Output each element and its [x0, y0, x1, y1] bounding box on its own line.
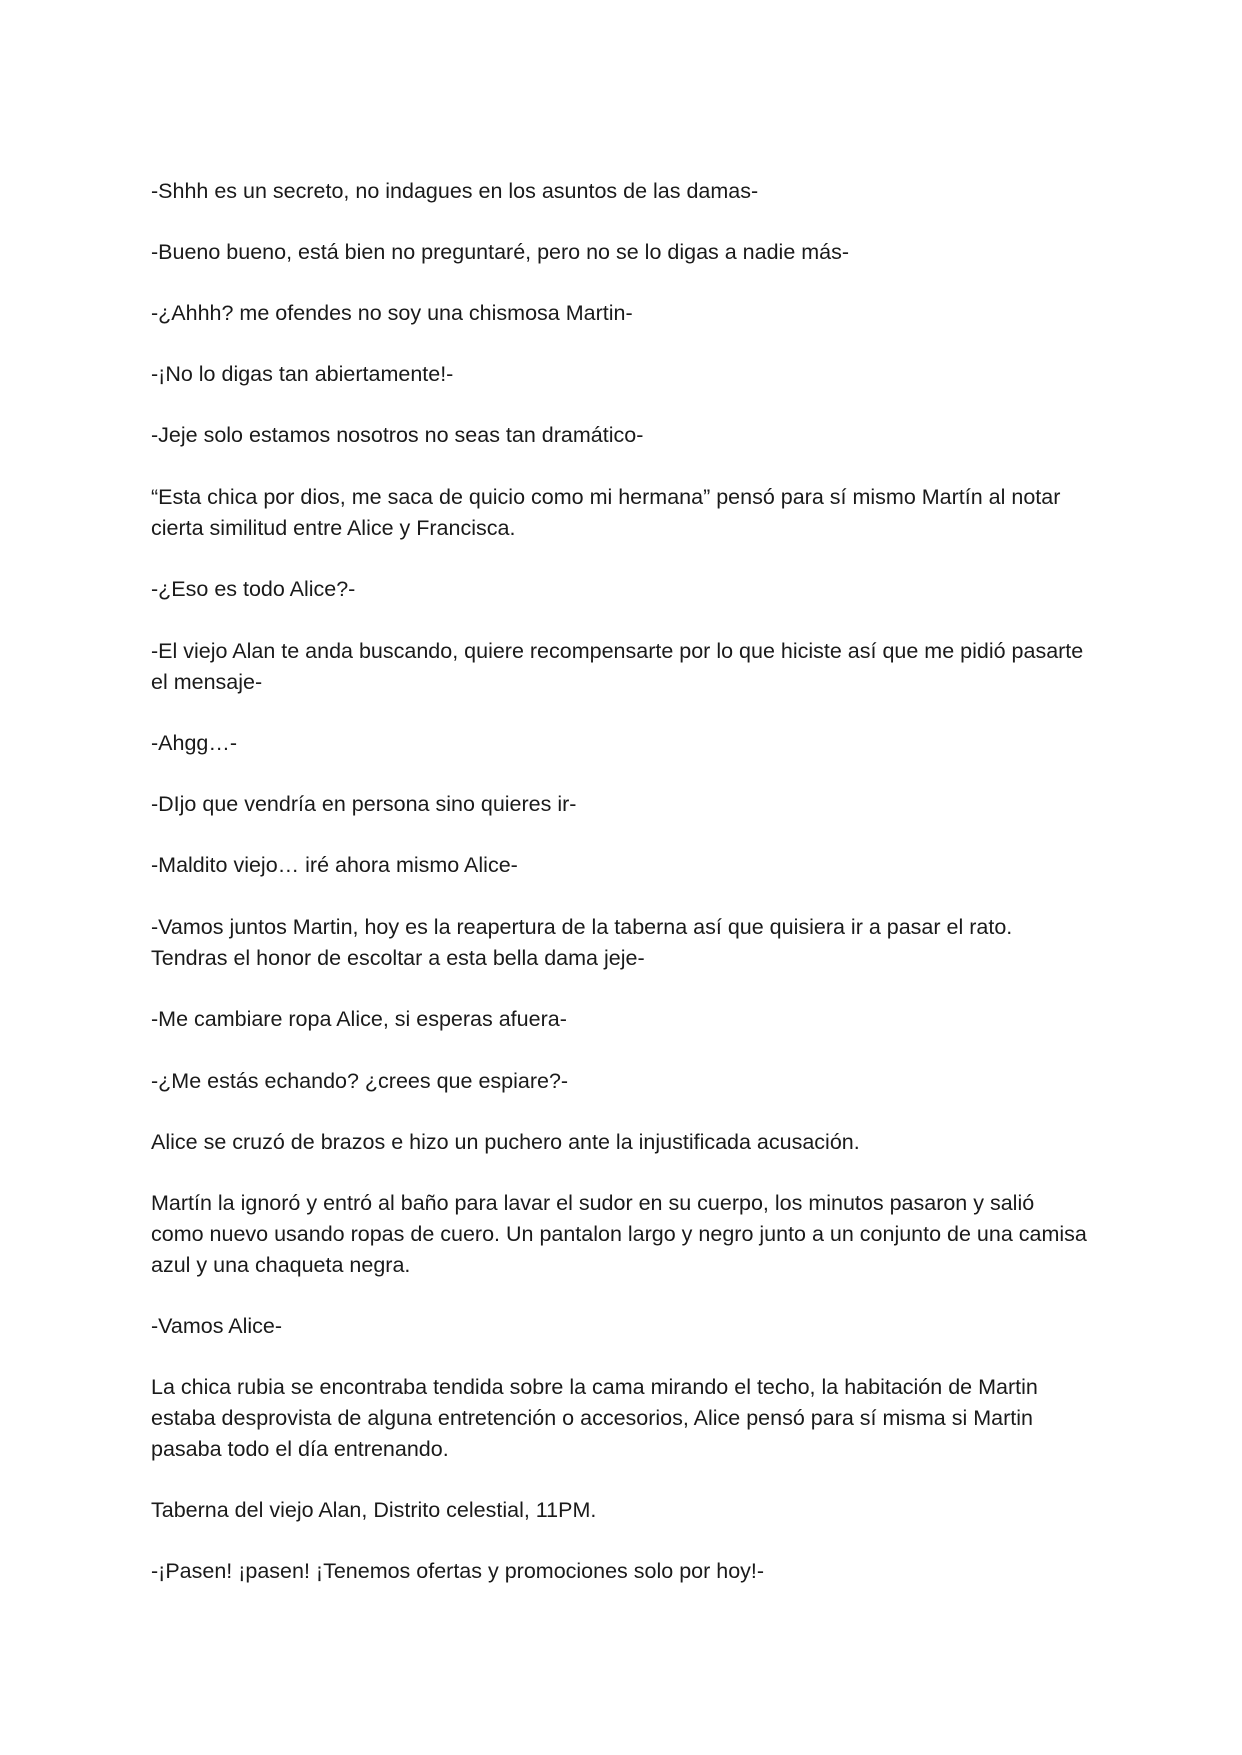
paragraph: Alice se cruzó de brazos e hizo un puchero ante la injustificada acusación.	[151, 1130, 860, 1154]
paragraph: Taberna del viejo Alan, Distrito celestial, 11PM.	[151, 1498, 597, 1522]
paragraph: -Me cambiare ropa Alice, si esperas afuera-	[151, 1007, 567, 1031]
paragraph: La chica rubia se encontraba tendida sobre la cama mirando el techo, la habitación de Martin estaba desprovista de alguna entretención o accesorios, Alice pensó para sí misma si Martin pasaba todo el día entrenando.	[151, 1375, 1038, 1461]
paragraph: -El viejo Alan te anda buscando, quiere recompensarte por lo que hiciste así que me pidió pasarte el mensaje-	[151, 639, 1084, 694]
paragraph: -Vamos juntos Martin, hoy es la reapertura de la taberna así que quisiera ir a pasar el rato. Tendras el honor de escoltar a esta bella dama jeje-	[151, 915, 1013, 970]
paragraph: -¡Pasen! ¡pasen! ¡Tenemos ofertas y promociones solo por hoy!-	[151, 1559, 765, 1583]
paragraph: -¿Me estás echando? ¿crees que espiare?-	[151, 1069, 569, 1093]
paragraph: -¿Eso es todo Alice?-	[151, 577, 356, 601]
paragraph: -Shhh es un secreto, no indagues en los asuntos de las damas-	[151, 179, 759, 203]
paragraph: Martín la ignoró y entró al baño para lavar el sudor en su cuerpo, los minutos pasaron y salió como nuevo usando ropas de cuero. Un pantalon largo y negro junto a un conjunto de una camisa azul y una chaqueta negra.	[151, 1191, 1087, 1277]
document-page	[151, 0, 1091, 1755]
paragraph: -Maldito viejo… iré ahora mismo Alice-	[151, 853, 518, 877]
paragraph: -DIjo que vendría en persona sino quieres ir-	[151, 792, 577, 816]
paragraph: -Bueno bueno, está bien no preguntaré, pero no se lo digas a nadie más-	[151, 240, 850, 264]
paragraph: -¡No lo digas tan abiertamente!-	[151, 362, 454, 386]
paragraph: -Vamos Alice-	[151, 1314, 283, 1338]
paragraph: -Ahgg…-	[151, 731, 238, 755]
paragraph: “Esta chica por dios, me saca de quicio como mi hermana” pensó para sí mismo Martín al notar cierta similitud entre Alice y Francisca.	[151, 485, 1061, 540]
paragraph: -Jeje solo estamos nosotros no seas tan dramático-	[151, 423, 644, 447]
paragraph: -¿Ahhh? me ofendes no soy una chismosa Martin-	[151, 301, 633, 325]
